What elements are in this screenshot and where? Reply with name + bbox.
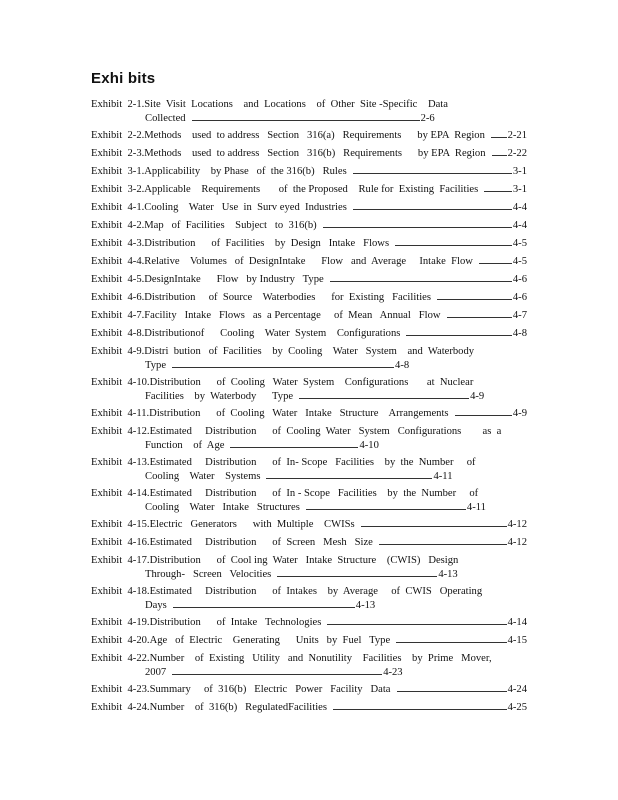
exhibit-entry[interactable] [91,291,527,305]
exhibit-number: Exhibit 4-16. [91,537,150,548]
exhibit-title-continuation: Type [145,360,167,371]
exhibit-title: Map of Facilities Subject to 316(b) [144,220,317,231]
exhibit-number: Exhibit 4-24. [91,702,150,713]
page-number: 3-1 [512,184,527,195]
exhibit-number: Exhibit 4-7. [91,310,145,321]
exhibit-title: Distributionof Cooling Water System Configurations [144,328,401,339]
exhibit-title: Cooling Water Use in Surv eyed Industries [144,202,347,213]
page-number: 4-10 [359,440,379,451]
exhibits-list [91,98,527,719]
exhibit-title: Facility Intake Flows as a Percentage of Mean Annual Flow [144,310,441,321]
exhibit-title: Number of 316(b) RegulatedFacilities [149,702,327,713]
exhibit-entry[interactable] [91,345,527,373]
page-number: 4-5 [512,256,527,267]
page-number: 3-1 [512,166,527,177]
exhibit-title: Distribution of Cooling Water Intake Structure Arrangements [149,408,449,419]
exhibit-title: Estimated Distribution of In - Scope Facilities by the Number of [149,488,479,499]
exhibit-number: Exhibit 4-6. [91,292,145,303]
page-number: 4-23 [383,667,403,678]
dot-leader [353,173,512,174]
exhibit-title: Distribution of Cooling Water System Configurations at Nuclear [149,377,474,388]
dot-leader [353,209,512,210]
dot-leader [172,367,394,368]
exhibit-entry[interactable] [91,327,527,341]
dot-leader [327,624,506,625]
dot-leader [396,642,506,643]
exhibit-number: Exhibit 4-23. [91,684,150,695]
exhibit-entry[interactable] [91,407,527,421]
page-number: 4-13 [355,600,376,611]
exhibit-entry[interactable] [91,147,527,161]
exhibit-number: Exhibit 4-1. [91,202,145,213]
page-number: 4-9 [512,408,527,419]
dot-leader [192,120,420,121]
exhibit-number: Exhibit 4-22. [91,653,150,664]
exhibit-number: Exhibit 3-1. [91,166,145,177]
dot-leader [277,576,437,577]
exhibit-number: Exhibit 4-8. [91,328,145,339]
exhibit-title: Methods used to address Section 316(b) Requirements by EPA Region [144,148,486,159]
dot-leader [484,191,512,192]
exhibit-number: Exhibit 4-15. [91,519,150,530]
exhibit-entry[interactable] [91,237,527,251]
dot-leader [333,709,507,710]
exhibit-title-continuation: Days [145,600,167,611]
exhibit-number: Exhibit 2-2. [91,130,145,141]
page-number: 4-8 [395,360,410,371]
exhibit-number: Exhibit 3-2. [91,184,145,195]
exhibit-entry[interactable] [91,701,527,715]
exhibit-entry[interactable] [91,616,527,630]
dot-leader [455,415,512,416]
page-number: 2-21 [507,130,527,141]
page-number: 4-12 [507,519,527,530]
exhibit-title: Estimated Distribution of Cooling Water System Configurations as a [149,426,502,437]
exhibit-title: Number of Existing Utility and Nonutility Facilities by Prime Mover, [149,653,492,664]
page-number: 2-22 [507,148,527,159]
exhibit-entry[interactable] [91,554,527,582]
exhibit-title-continuation: 2007 [145,667,167,678]
dot-leader [491,137,507,138]
dot-leader [397,691,507,692]
dot-leader [395,245,512,246]
page-number: 4-24 [507,684,527,695]
exhibit-title: Distri bution of Facilities by Cooling Water System and Waterbody [144,346,475,357]
exhibit-entry[interactable] [91,652,527,680]
exhibit-entry[interactable] [91,98,527,126]
dot-leader [230,447,358,448]
dot-leader [447,317,512,318]
exhibit-title: Distribution of Source Waterbodies for Existing Facilities [144,292,431,303]
exhibit-entry[interactable] [91,456,527,484]
exhibit-entry[interactable] [91,183,527,197]
exhibit-title-continuation: Facilities by Waterbody Type [145,391,294,402]
exhibit-title: Distribution of Facilities by Design Intake Flows [144,238,390,249]
dot-leader [173,607,355,608]
page-number: 4-14 [507,617,527,628]
exhibit-entry[interactable] [91,201,527,215]
exhibit-number: Exhibit 4-3. [91,238,145,249]
page-number: 4-7 [512,310,527,321]
page-title: Exhi bits [91,70,156,87]
page-number: 4-15 [507,635,527,646]
exhibit-title: Applicability by Phase of the 316(b) Rules [144,166,347,177]
exhibit-title-continuation: Through- Screen Velocities [145,569,272,580]
page-number: 2-6 [420,113,435,124]
dot-leader [306,509,466,510]
page-number: 4-25 [507,702,527,713]
exhibit-title: DesignIntake Flow by Industry Type [144,274,324,285]
page-number: 4-9 [470,391,485,402]
exhibit-title: Age of Electric Generating Units by Fuel Type [149,635,391,646]
dot-leader [492,155,507,156]
page-number: 4-13 [438,569,458,580]
page-number: 4-4 [512,220,527,231]
exhibit-title-continuation: Function of Age [145,440,225,451]
exhibit-entry[interactable] [91,309,527,323]
page-number: 4-8 [512,328,527,339]
exhibit-title: Relative Volumes of DesignIntake Flow and Average Intake Flow [144,256,473,267]
exhibit-entry[interactable] [91,683,527,697]
exhibit-entry[interactable] [91,518,527,532]
exhibit-title: Applicable Requirements of the Proposed Rule for Existing Facilities [144,184,479,195]
exhibit-entry[interactable] [91,219,527,233]
exhibit-number: Exhibit 4-18. [91,586,150,597]
exhibit-title-continuation: Cooling Water Intake Structures [145,502,300,513]
page-number: 4-11 [433,471,453,482]
exhibit-number: Exhibit 4-12. [91,426,150,437]
exhibit-title: Methods used to address Section 316(a) Requirements by EPA Region [144,130,485,141]
dot-leader [299,398,469,399]
exhibit-number: Exhibit 2-1. [91,99,145,110]
exhibit-number: Exhibit 4-13. [91,457,150,468]
exhibit-entry[interactable] [91,255,527,269]
dot-leader [437,299,512,300]
dot-leader [479,263,512,264]
exhibit-number: Exhibit 4-5. [91,274,145,285]
page-number: 4-11 [466,502,486,513]
dot-leader [172,674,382,675]
exhibit-entry[interactable] [91,165,527,179]
dot-leader [361,526,507,527]
exhibit-title: Estimated Distribution of Screen Mesh Size [149,537,373,548]
exhibit-number: Exhibit 4-10. [91,377,150,388]
exhibit-title: Electric Generators with Multiple CWISs [149,519,355,530]
exhibit-title: Distribution of Cool ing Water Intake Structure (CWIS) Design [149,555,459,566]
exhibit-number: Exhibit 4-17. [91,555,150,566]
exhibit-number: Exhibit 4-4. [91,256,145,267]
exhibit-number: Exhibit 2-3. [91,148,145,159]
exhibit-entry[interactable] [91,376,527,404]
exhibit-number: Exhibit 4-19. [91,617,150,628]
exhibit-title: Estimated Distribution of In- Scope Facilities by the Number of [149,457,476,468]
dot-leader [379,544,507,545]
exhibit-entry[interactable] [91,536,527,550]
page-number: 4-5 [512,238,527,249]
dot-leader [266,478,432,479]
exhibit-number: Exhibit 4-2. [91,220,145,231]
page-number: 4-12 [507,537,527,548]
exhibit-entry[interactable] [91,585,527,613]
exhibit-number: Exhibit 4-11. [91,408,150,419]
page-number: 4-6 [512,292,527,303]
exhibit-title: Distribution of Intake Technologies [149,617,322,628]
exhibit-title: Site Visit Locations and Locations of Other Site -Specific Data [144,99,448,110]
exhibit-entry[interactable] [91,634,527,648]
page-number: 4-6 [512,274,527,285]
exhibit-number: Exhibit 4-14. [91,488,150,499]
exhibit-title: Summary of 316(b) Electric Power Facility Data [149,684,391,695]
dot-leader [330,281,512,282]
exhibit-number: Exhibit 4-9. [91,346,145,357]
exhibit-entry[interactable] [91,425,527,453]
dot-leader [323,227,512,228]
exhibit-title-continuation: Collected [145,113,186,124]
exhibit-number: Exhibit 4-20. [91,635,150,646]
exhibit-title-continuation: Cooling Water Systems [145,471,261,482]
page-number: 4-4 [512,202,527,213]
dot-leader [406,335,511,336]
exhibit-entry[interactable] [91,487,527,515]
exhibit-title: Estimated Distribution of Intakes by Average of CWIS Operating [149,586,483,597]
exhibit-entry[interactable] [91,129,527,143]
exhibit-entry[interactable] [91,273,527,287]
